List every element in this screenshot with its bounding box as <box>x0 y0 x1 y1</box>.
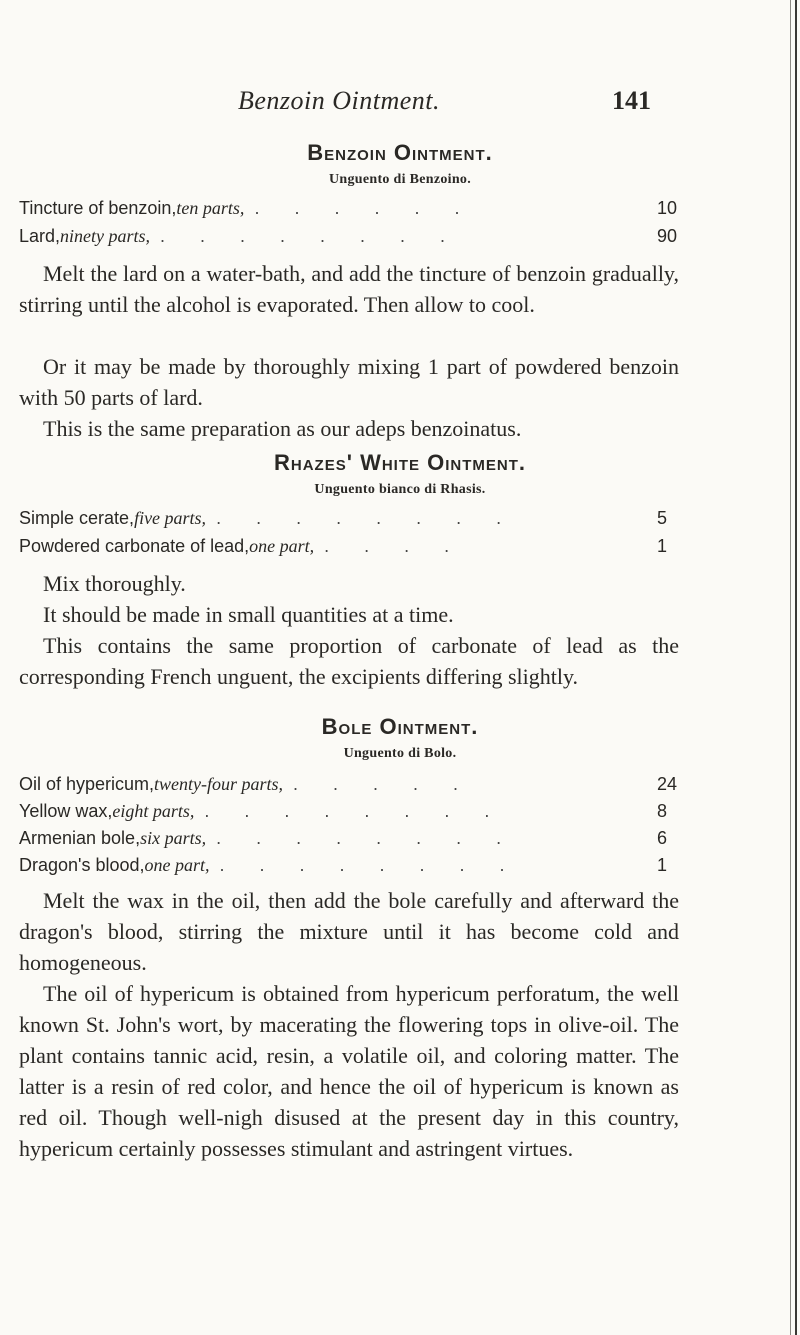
paragraph: The oil of hypericum is obtained from hypericum perforatum, the well known St. John's wort, by macerating the flowering tops in olive-oil. The plant contains tannic acid, resin, a volatile oil, and coloring matter. The latter is a resin of red color, and hence the oil of hypericum is known as red oil. Though well-nigh disused at the present day in this country, hypericum certainly possesses stimulant and astringent virtues. <box>19 981 679 1161</box>
paragraph: This is the same preparation as our adeps benzoinatus. <box>43 416 522 441</box>
recipe-line: Simple cerate, five parts, . . . . . . . . 5 <box>19 508 668 528</box>
page-edge <box>795 0 797 1335</box>
section-subtitle-bole: Unguento di Bolo. <box>343 746 457 761</box>
paragraph: Mix thoroughly. <box>43 571 186 596</box>
section-title-benzoin: Benzoin Ointment. <box>307 140 493 165</box>
section-subtitle-benzoin: Unguento di Benzoino. <box>328 172 472 187</box>
recipe-line: Lard, ninety parts, . . . . . . . . 90 <box>19 226 678 246</box>
section-title-rhazes: Rhazes' White Ointment. <box>274 450 526 475</box>
paragraph: It should be made in small quantities at a time. <box>43 602 454 627</box>
recipe-line: Oil of hypericum, twenty-four parts, . . . . . 24 <box>19 774 678 794</box>
recipe-line: Armenian bole, six parts, . . . . . . . . 6 <box>19 828 668 848</box>
section-subtitle-rhazes: Unguento bianco di Rhasis. <box>314 482 486 497</box>
paragraph: Melt the lard on a water-bath, and add the tincture of benzoin gradually, stirring until the alcohol is evaporated. Then allow to cool. <box>19 261 679 317</box>
recipe-line: Tincture of benzoin, ten parts, . . . . . . 10 <box>19 198 678 218</box>
page-number: 141 <box>612 86 651 115</box>
paragraph: Melt the wax in the oil, then add the bole carefully and afterward the dragon's blood, stirring the mixture until it has become cold and homogeneous. <box>19 888 679 975</box>
recipe-line: Yellow wax, eight parts, . . . . . . . . 8 <box>19 801 668 821</box>
paragraph: Or it may be made by thoroughly mixing 1 part of powdered benzoin with 50 parts of lard. <box>19 354 679 410</box>
page-edge-inner <box>790 0 791 1335</box>
page-header <box>0 86 800 122</box>
paragraph: This contains the same proportion of carbonate of lead as the corresponding French unguent, the excipients differing slightly. <box>19 633 679 689</box>
recipe-line: Dragon's blood, one part, . . . . . . . . 1 <box>19 855 668 875</box>
section-title-bole: Bole Ointment. <box>321 714 479 739</box>
running-title: Benzoin Ointment. <box>238 86 441 115</box>
recipe-line: Powdered carbonate of lead, one part, . . . . 1 <box>19 536 668 556</box>
